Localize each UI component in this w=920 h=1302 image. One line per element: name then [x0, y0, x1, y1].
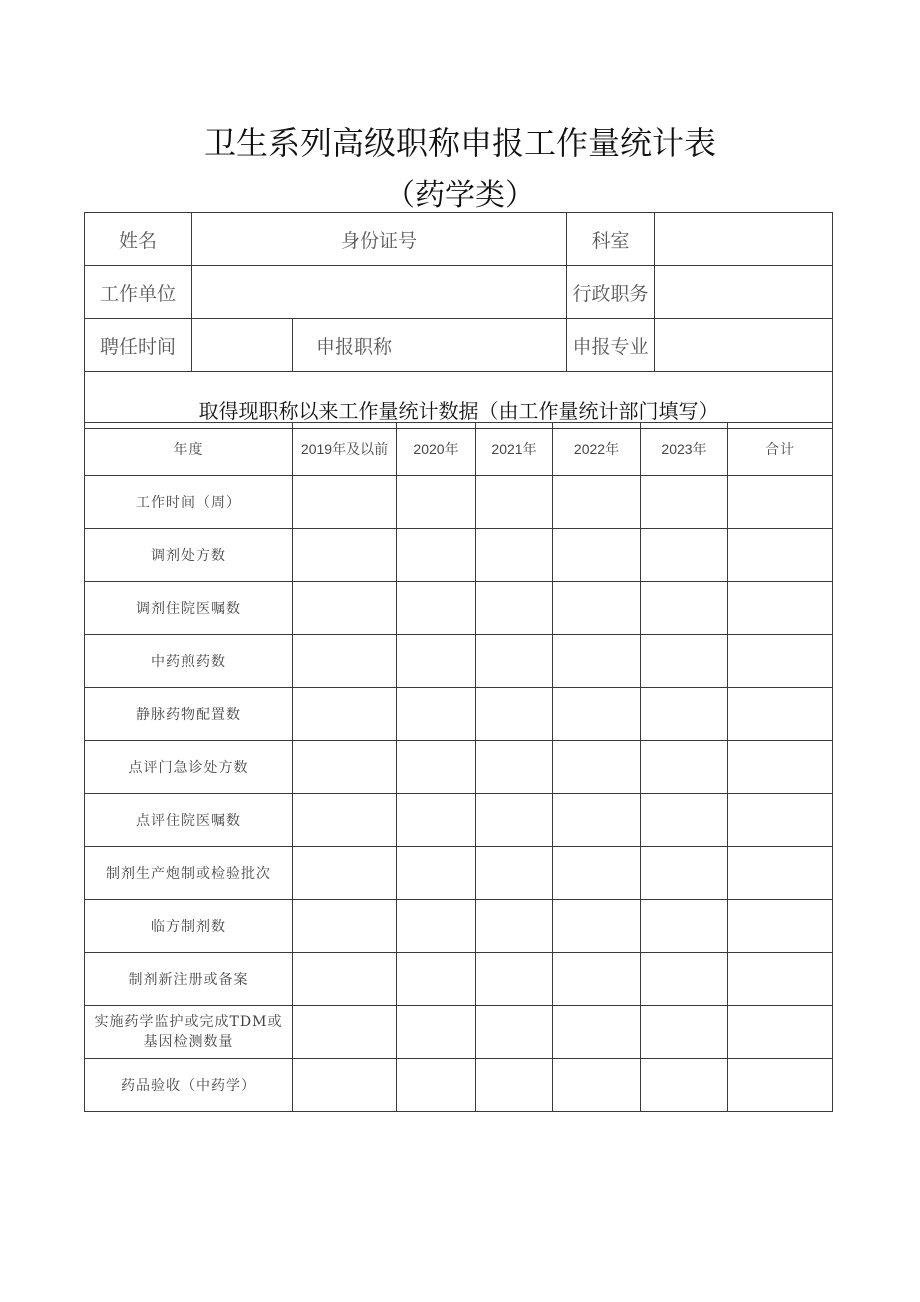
- stats-row: [85, 635, 833, 688]
- stats-cell[interactable]: [397, 529, 476, 582]
- info-row-2: [85, 266, 833, 319]
- stats-cell[interactable]: [476, 741, 553, 794]
- stats-cell[interactable]: [293, 741, 397, 794]
- stats-cell[interactable]: [293, 688, 397, 741]
- stats-cell[interactable]: [728, 476, 833, 529]
- stats-cell[interactable]: [553, 476, 641, 529]
- stats-cell[interactable]: [641, 688, 728, 741]
- stats-cell[interactable]: [293, 635, 397, 688]
- stats-cell[interactable]: [553, 635, 641, 688]
- stats-cell[interactable]: [293, 1006, 397, 1059]
- stats-row-label: 点评住院医嘱数: [85, 794, 293, 847]
- stats-cell[interactable]: [728, 635, 833, 688]
- stats-cell[interactable]: [476, 900, 553, 953]
- stats-cell[interactable]: [397, 953, 476, 1006]
- stats-cell[interactable]: [476, 794, 553, 847]
- stats-cell[interactable]: [728, 794, 833, 847]
- stats-cell[interactable]: [397, 688, 476, 741]
- stats-cell[interactable]: [476, 1006, 553, 1059]
- stats-row: [85, 582, 833, 635]
- stats-row-label: 静脉药物配置数: [85, 688, 293, 741]
- stats-header-row: [85, 423, 833, 476]
- stats-cell[interactable]: [641, 529, 728, 582]
- stats-cell[interactable]: [293, 900, 397, 953]
- header-2022: 2022年: [553, 423, 641, 476]
- dept-field[interactable]: [655, 213, 833, 266]
- stats-cell[interactable]: [553, 741, 641, 794]
- admin-post-label: 行政职务: [567, 266, 655, 319]
- stats-cell[interactable]: [476, 847, 553, 900]
- stats-cell[interactable]: [728, 741, 833, 794]
- stats-cell[interactable]: [293, 1059, 397, 1112]
- stats-cell[interactable]: [728, 1006, 833, 1059]
- stats-cell[interactable]: [641, 741, 728, 794]
- stats-cell[interactable]: [728, 582, 833, 635]
- stats-row-label: 调剂住院医嘱数: [85, 582, 293, 635]
- stats-row-label: 药品验收（中药学）: [85, 1059, 293, 1112]
- header-year: 年度: [85, 423, 293, 476]
- stats-cell[interactable]: [553, 688, 641, 741]
- page-subtitle: （药学类）: [385, 178, 535, 213]
- stats-cell[interactable]: [293, 847, 397, 900]
- stats-cell[interactable]: [553, 1059, 641, 1112]
- stats-row-label: 调剂处方数: [85, 529, 293, 582]
- stats-cell[interactable]: [293, 794, 397, 847]
- info-row-section: [85, 372, 833, 429]
- stats-cell[interactable]: [397, 741, 476, 794]
- admin-post-field[interactable]: [655, 266, 833, 319]
- info-row-1: [85, 213, 833, 266]
- apply-title-label: 申报职称: [293, 319, 567, 372]
- apply-major-field[interactable]: [655, 319, 833, 372]
- header-2023: 2023年: [641, 423, 728, 476]
- stats-row: [85, 529, 833, 582]
- stats-cell[interactable]: [728, 529, 833, 582]
- stats-row-label: 实施药学监护或完成TDM或基因检测数量: [85, 1006, 293, 1059]
- stats-row-label: 制剂新注册或备案: [85, 953, 293, 1006]
- applicant-info-table: [84, 212, 833, 429]
- stats-cell[interactable]: [397, 900, 476, 953]
- stats-cell[interactable]: [476, 953, 553, 1006]
- stats-cell[interactable]: [641, 476, 728, 529]
- stats-row: [85, 953, 833, 1006]
- stats-row: [85, 688, 833, 741]
- appoint-time-label: 聘任时间: [85, 319, 192, 372]
- stats-cell[interactable]: [476, 1059, 553, 1112]
- stats-cell[interactable]: [293, 476, 397, 529]
- id-label: 身份证号: [192, 213, 567, 266]
- stats-cell[interactable]: [293, 529, 397, 582]
- stats-cell[interactable]: [553, 794, 641, 847]
- stats-cell[interactable]: [553, 582, 641, 635]
- appoint-time-field[interactable]: [192, 319, 293, 372]
- unit-field[interactable]: [192, 266, 567, 319]
- stats-row: [85, 847, 833, 900]
- stats-row: [85, 900, 833, 953]
- workload-stats-table: [84, 422, 833, 1112]
- stats-cell[interactable]: [728, 953, 833, 1006]
- stats-cell[interactable]: [476, 582, 553, 635]
- stats-row-label: 工作时间（周）: [85, 476, 293, 529]
- stats-cell[interactable]: [728, 688, 833, 741]
- stats-row: [85, 1059, 833, 1112]
- stats-cell[interactable]: [641, 900, 728, 953]
- section-title: 取得现职称以来工作量统计数据（由工作量统计部门填写）: [85, 372, 833, 429]
- header-2020: 2020年: [397, 423, 476, 476]
- stats-cell[interactable]: [641, 582, 728, 635]
- stats-cell[interactable]: [476, 635, 553, 688]
- stats-cell[interactable]: [553, 953, 641, 1006]
- stats-row: [85, 741, 833, 794]
- apply-major-label: 申报专业: [567, 319, 655, 372]
- stats-row: [85, 476, 833, 529]
- stats-cell[interactable]: [728, 900, 833, 953]
- stats-cell[interactable]: [641, 794, 728, 847]
- stats-cell[interactable]: [476, 529, 553, 582]
- header-total: 合计: [728, 423, 833, 476]
- page-title: 卫生系列高级职称申报工作量统计表: [203, 124, 716, 162]
- stats-row: [85, 794, 833, 847]
- stats-cell[interactable]: [476, 476, 553, 529]
- stats-cell[interactable]: [553, 900, 641, 953]
- stats-cell[interactable]: [641, 635, 728, 688]
- stats-cell[interactable]: [397, 635, 476, 688]
- stats-cell[interactable]: [293, 953, 397, 1006]
- stats-row-label: 制剂生产炮制或检验批次: [85, 847, 293, 900]
- info-row-3: [85, 319, 833, 372]
- stats-cell[interactable]: [641, 953, 728, 1006]
- stats-row: [85, 1006, 833, 1059]
- stats-cell[interactable]: [293, 582, 397, 635]
- stats-cell[interactable]: [397, 476, 476, 529]
- stats-row-label: 点评门急诊处方数: [85, 741, 293, 794]
- stats-cell[interactable]: [476, 688, 553, 741]
- unit-label: 工作单位: [85, 266, 192, 319]
- dept-label: 科室: [567, 213, 655, 266]
- header-2021: 2021年: [476, 423, 553, 476]
- stats-cell[interactable]: [641, 847, 728, 900]
- stats-cell[interactable]: [728, 1059, 833, 1112]
- stats-cell[interactable]: [397, 794, 476, 847]
- stats-cell[interactable]: [397, 1006, 476, 1059]
- stats-row-label: 中药煎药数: [85, 635, 293, 688]
- stats-cell[interactable]: [397, 582, 476, 635]
- header-2019-before: 2019年及以前: [293, 423, 397, 476]
- stats-cell[interactable]: [397, 1059, 476, 1112]
- stats-cell[interactable]: [553, 529, 641, 582]
- stats-row-label: 临方制剂数: [85, 900, 293, 953]
- name-label: 姓名: [85, 213, 192, 266]
- stats-cell[interactable]: [553, 1006, 641, 1059]
- stats-cell[interactable]: [641, 1006, 728, 1059]
- stats-cell[interactable]: [728, 847, 833, 900]
- stats-cell[interactable]: [397, 847, 476, 900]
- stats-cell[interactable]: [641, 1059, 728, 1112]
- stats-cell[interactable]: [553, 847, 641, 900]
